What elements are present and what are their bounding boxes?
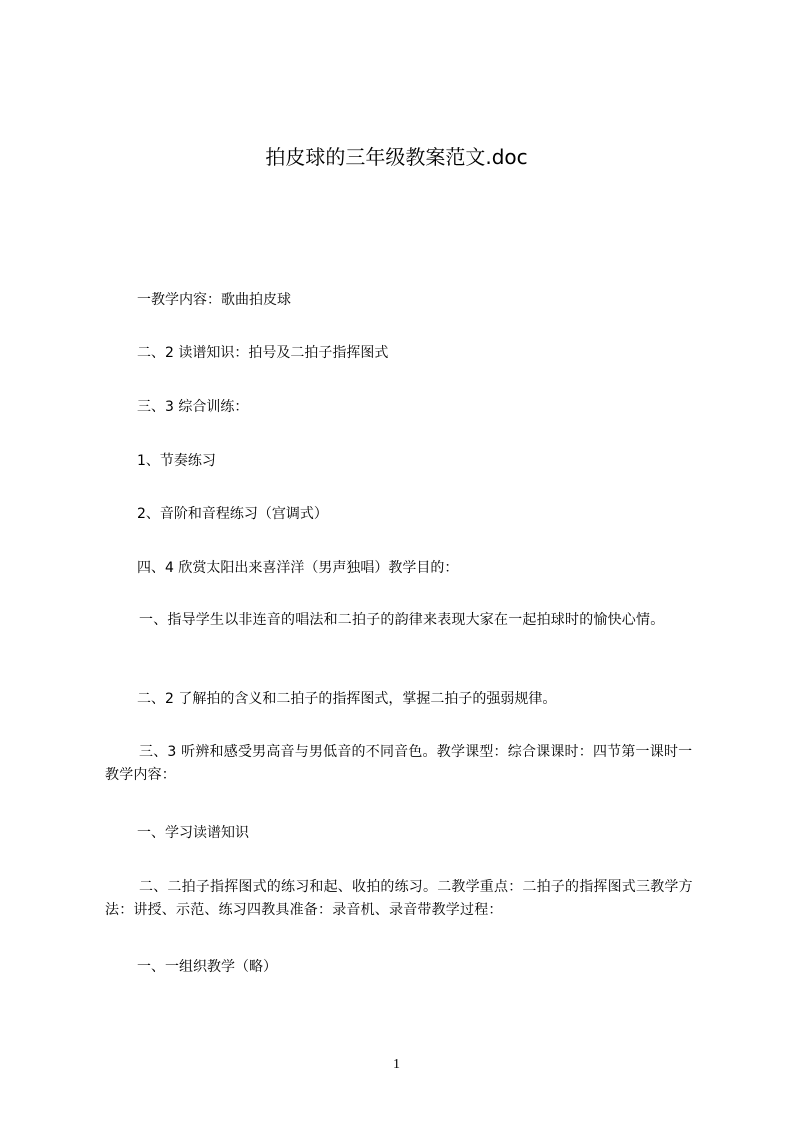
paragraph-objective-1: 一、指导学生以非连音的唱法和二拍子的韵律来表现大家在一起拍球时的愉快心情。	[139, 612, 665, 628]
paragraph-comprehensive-training: 三、3 综合训练：	[137, 399, 249, 415]
paragraph-scale-practice: 2、音阶和音程练习（宫调式）	[137, 506, 328, 522]
paragraph-teaching-content: 一教学内容：歌曲拍皮球	[137, 292, 291, 308]
document-title: 拍皮球的三年级教案范文.doc	[265, 145, 528, 169]
paragraph-organize-teaching: 一、一组织教学（略）	[137, 959, 277, 975]
page-number: 1	[393, 1057, 400, 1072]
paragraph-conducting-practice: 二、二拍子指挥图式的练习和起、收拍的练习。二教学重点：二拍子的指挥图式三教学方法：讲授、示范、练习四教具准备：录音机、录音带教学过程：	[105, 879, 693, 918]
paragraph-reading-lesson: 一、学习读谱知识	[137, 825, 249, 841]
paragraph-appreciation: 四、4 欣赏太阳出来喜洋洋（男声独唱）教学目的：	[137, 560, 459, 576]
paragraph-rhythm-practice: 1、节奏练习	[137, 453, 216, 469]
paragraph-objective-2: 二、2 了解拍的含义和二拍子的指挥图式，掌握二拍子的强弱规律。	[137, 691, 557, 707]
paragraph-reading-knowledge: 二、2 读谱知识：拍号及二拍子指挥图式	[137, 345, 389, 361]
paragraph-objective-3: 三、3 听辨和感受男高音与男低音的不同音色。教学课型：综合课课时：四节第一课时一教学内容：	[105, 744, 693, 783]
